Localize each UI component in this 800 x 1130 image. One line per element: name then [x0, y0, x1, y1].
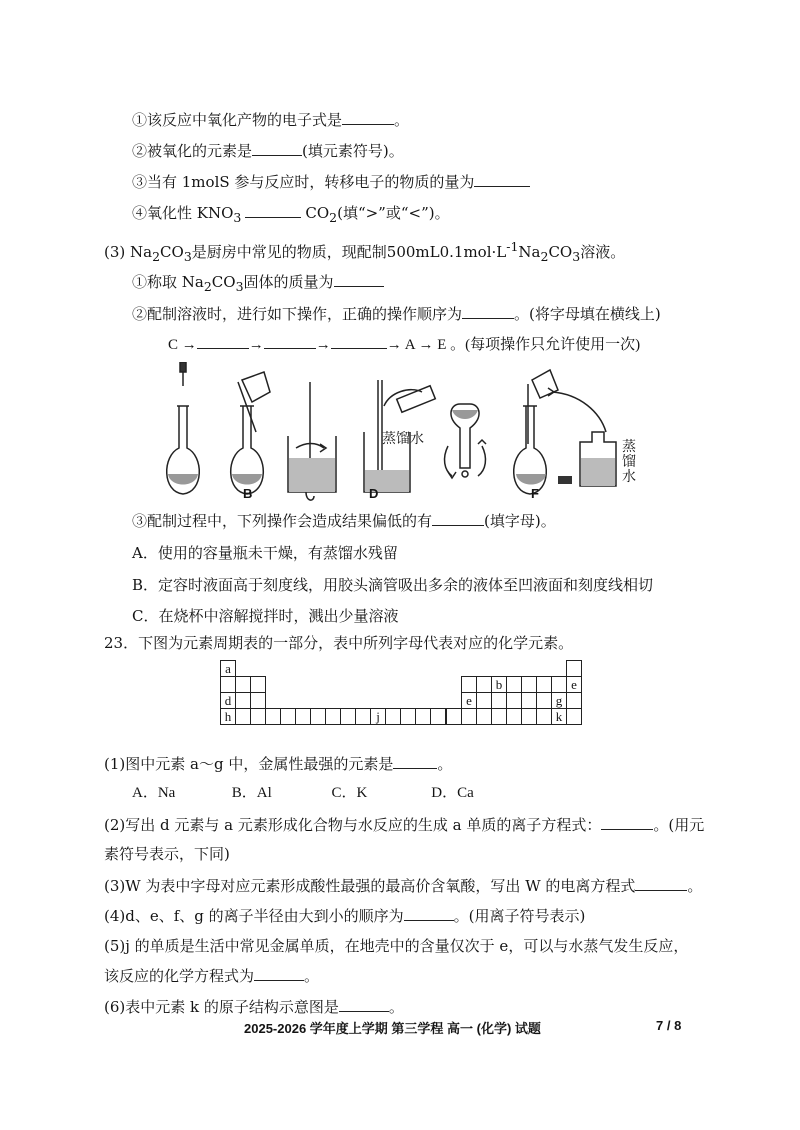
answer-blank[interactable]: [331, 332, 387, 349]
option-b: B．定容时液面高于刻度线，用胶头滴管吸出多余的液体至凹液面和刻度线相切: [132, 576, 654, 594]
answer-blank[interactable]: [635, 874, 687, 891]
apparatus-drawing: [160, 362, 700, 504]
option-c: C．在烧杯中溶解搅拌时，溅出少量溶液: [132, 607, 399, 625]
answer-blank[interactable]: [474, 170, 530, 187]
answer-blank[interactable]: [601, 813, 653, 830]
answer-blank[interactable]: [342, 108, 394, 125]
q23-part1: (1)图中元素 a～g 中，金属性最强的元素是 。: [104, 752, 452, 775]
cell-e: e: [461, 692, 477, 709]
periodic-table-fragment: [220, 660, 582, 744]
distilled-water-bottle: [558, 432, 616, 486]
volumetric-flask-c: [167, 362, 200, 494]
inverted-flask: [445, 404, 486, 478]
q23-part6: (6)表中元素 k 的原子结构示意图是 。: [104, 995, 404, 1018]
q23-part4: (4)d、e、f、g 的离子半径由大到小的顺序为 。(用离子符号表示): [104, 904, 585, 927]
answer-blank[interactable]: [334, 270, 384, 287]
distilled-water-note-vertical: 蒸馏水: [622, 439, 636, 485]
q23-part5: (5)j 的单质是生活中常见金属单质，在地壳中的含量仅次于 e，可以与水蒸气发生反应，: [104, 937, 689, 955]
distilled-water-note: 蒸馏水: [382, 431, 424, 447]
q22-3-intro: (3) $Na_2CO_3$是厨房中常见的物质，现配制$500mL0.1mol\cdot L^{-1}Na_2CO_3$溶液。: [104, 239, 626, 264]
q22-3-part3: ③配制过程中，下列操作会造成结果偏低的有 (填字母)。: [132, 509, 556, 532]
cell-d: d: [220, 692, 236, 709]
q22-line-3: ③当有 1molS 参与反应时，转移电子的物质的量为: [132, 170, 530, 193]
option-a: A．使用的容量瓶未干燥，有蒸馏水残留: [132, 544, 398, 562]
choice-a[interactable]: A．Na: [132, 785, 176, 801]
answer-blank[interactable]: [245, 201, 301, 218]
answer-blank[interactable]: [264, 332, 316, 349]
cell-b: b: [491, 676, 507, 693]
answer-blank[interactable]: [252, 139, 302, 156]
answer-blank[interactable]: [339, 995, 389, 1012]
cell-group18-p1: [566, 660, 582, 677]
answer-blank[interactable]: [254, 964, 304, 981]
q22-line-1: ①该反应中氧化产物的电子式是 。: [132, 108, 409, 131]
answer-blank[interactable]: [462, 302, 514, 319]
q23-part2: (2)写出 d 元素与 a 元素形成化合物与水反应的生成 a 单质的离子方程式： 。(用元: [104, 813, 704, 836]
q23-part5-cont: 该反应的化学方程式为 。: [104, 964, 319, 987]
choice-c[interactable]: C．K: [331, 785, 368, 801]
label-f: F: [531, 486, 539, 501]
cell-h: h: [220, 708, 236, 725]
q23-part3: (3)W 为表中字母对应元素形成酸性最强的最高价含氧酸，写出 W 的电离方程式 。: [104, 874, 702, 897]
cell-j: j: [370, 708, 386, 725]
operation-sequence: C → → → → A → E 。(每项操作只允许使用一次): [168, 332, 640, 356]
beaker-stirring: [288, 382, 336, 500]
q23-title: 23．下图为元素周期表的一部分，表中所列字母代表对应的化学元素。: [104, 634, 574, 652]
choice-d[interactable]: D．Ca: [431, 785, 474, 801]
choice-b[interactable]: B．Al: [231, 785, 272, 801]
q22-3-part1: ①称取 $Na_2CO_3$固体的质量为: [132, 270, 384, 298]
answer-blank[interactable]: [197, 332, 249, 349]
q23-choices: [132, 782, 527, 804]
cell-g: g: [551, 692, 567, 709]
answer-blank[interactable]: [393, 752, 437, 769]
cell-e-top: e: [566, 676, 582, 693]
answer-blank[interactable]: [404, 904, 454, 921]
q22-3-part2: ②配制溶液时，进行如下操作，正确的操作顺序为 。(将字母填在横线上): [132, 302, 661, 325]
solution-prep-figure: [160, 362, 700, 504]
cell-k: k: [551, 708, 567, 725]
label-b: B: [243, 486, 253, 501]
page-number: 7 / 8: [656, 1018, 682, 1033]
cell-a: a: [220, 660, 236, 677]
label-d: D: [369, 486, 379, 501]
q23-part2-cont: 素符号表示，下同): [104, 845, 230, 863]
q22-line-2: ②被氧化的元素是 (填元素符号)。: [132, 139, 404, 162]
footer-title: 2025-2026 学年度上学期 第三学程 高一 (化学) 试题: [244, 1021, 541, 1036]
volumetric-flask-b: [231, 372, 270, 494]
q22-line-4: ④氧化性 $KNO_3$ $CO_2$(填“>”或“<”)。: [132, 201, 450, 229]
answer-blank[interactable]: [432, 509, 484, 526]
